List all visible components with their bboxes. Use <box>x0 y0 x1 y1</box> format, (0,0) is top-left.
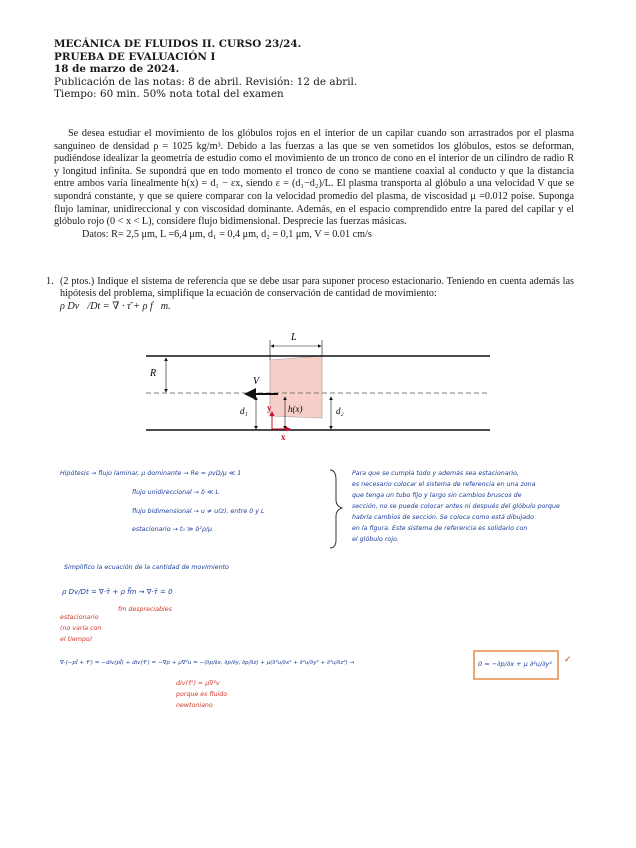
question-number: 1. <box>46 276 54 287</box>
hw-hypotheses-1: Hipótesis → flujo laminar, μ dominante → Re = ρvD/μ ≪ 1 <box>60 470 242 477</box>
hw-reason-4: sección, no se puede colocar antes ni después del glóbulo porque <box>352 503 560 510</box>
time-info: Tiempo: 60 min. 50% nota total del examen <box>54 88 284 100</box>
label-h: h(x) <box>288 404 303 414</box>
label-x: x <box>281 432 286 442</box>
exam-title: PRUEBA DE EVALUACIÓN I <box>54 50 216 63</box>
hw-equation-1: ρ Dv/Dt = ∇·τ̄ + ρ f⃗m → ∇·τ̄ = 0 <box>62 588 173 596</box>
brace <box>330 470 342 548</box>
hw-final-result: 0 = −∂p/∂x + μ ∂²u/∂y² <box>478 660 552 668</box>
momentum-equation: ρ Dv⃗/Dt = ∇ · τ̄ + ρ f⃗m. <box>60 300 171 312</box>
label-d1: d₁ <box>240 406 248 416</box>
hw-note-time-1: (no varía con <box>60 625 102 632</box>
course-title: MECÁNICA DE FLUIDOS II. CURSO 23/24. <box>54 38 302 50</box>
hw-reason-5: habría cambios de sección. Se coloca como está dibujado <box>352 514 535 521</box>
hw-hypotheses-3: flujo bidimensional → u ≠ u(z), entre 0 y L <box>132 508 265 515</box>
hw-hypotheses-2: flujo unidireccional → δ ≪ L <box>132 489 219 496</box>
hw-equation-2: ∇·(−pĪ + τ̄') = −div(pĪ) + div(τ̄') = −∇p + μ∇²u = −(∂p/∂x, ∂p/∂y, ∂p/∂z) + μ(∂²u/∂x² + ∂²u/∂y² + ∂²u/∂z²) → <box>60 660 355 666</box>
hw-note-fm: fm despreciables <box>118 606 172 613</box>
checkmark-icon: ✓ <box>564 654 572 664</box>
problem-data: Datos: R= 2,5 μm, L =6,4 μm, d₁ = 0,4 μm, d₂ = 0,1 μm, V = 0.01 cm/s <box>82 228 372 240</box>
hw-reason-2: es necesario colocar el sistema de referencia en una zona <box>352 481 536 488</box>
question-text: (2 ptos.) Indique el sistema de referencia que se debe usar para suponer proceso estacionario. Teniendo en cuenta además las hipótesis del problema, simplifique la ecuación de conservación de cantidad de movimiento: <box>60 276 574 300</box>
problem-paragraph: Se desea estudiar el movimiento de los glóbulos rojos en el interior de un capilar cuando son arrastrados por el plasma sanguíneo de densidad ρ = 1025 kg/m³. Debido a las fuerzas a las que se ven sometidos los glóbulos, estos se deforman, pudiéndose idealizar la geometría de estudio como el movimiento de un tronco de cono en el interior de un cilindro de radio R y longitud infinita. Se supondrá que en todo momento el tronco de cono se mantiene coaxial al conducto y que la distancia entre ambos varía linealmente h(x) = d₁ − εx, siendo ε = (d₁−d₂)/L. El plasma transporta al glóbulo a una velocidad V que se supondrá constante, y que se quiere comparar con la velocidad promedio del plasma, de viscosidad μ =0.012 poise. Suponga flujo laminar, unidireccional y con viscosidad dominante. Además, en el espacio comprendido entre la pared del capilar y el glóbulo rojo (0 < x < L), considere flujo bidimensional. Desprecie las fuerzas másicas. <box>54 128 574 228</box>
grades-info: Publicación de las notas: 8 de abril. Revisión: 12 de abril. <box>54 75 358 88</box>
label-V: V <box>253 376 260 387</box>
label-L: L <box>291 332 297 343</box>
hw-reason-1: Para que se cumpla todo y además sea estacionario, <box>352 470 519 477</box>
label-y: y <box>267 403 272 413</box>
label-d2: d₂ <box>336 406 344 416</box>
hw-note-newtonian-1: porque es fluido <box>176 691 228 698</box>
hw-note-newtonian-2: newtoniano <box>176 702 213 709</box>
hw-reason-7: el glóbulo rojo. <box>352 536 399 543</box>
hw-note-stationary: estacionario <box>60 614 99 621</box>
exam-date: 18 de marzo de 2024. <box>54 63 180 75</box>
hw-simplify-title: Simplifico la ecuación de la cantidad de movimiento <box>64 564 229 571</box>
label-R: R <box>150 368 157 379</box>
hw-hypotheses-4: estacionario → t₀ ≫ δ²ρ/μ <box>132 526 212 533</box>
hw-reason-3: que tenga un tubo fijo y largo sin cambios bruscos de <box>352 492 522 499</box>
hw-note-div: div(τ̄') = μ∇²v <box>176 680 220 687</box>
hw-note-time-2: el tiempo) <box>60 636 93 643</box>
hw-reason-6: en la figura. Este sistema de referencia es solidario con <box>352 525 528 532</box>
